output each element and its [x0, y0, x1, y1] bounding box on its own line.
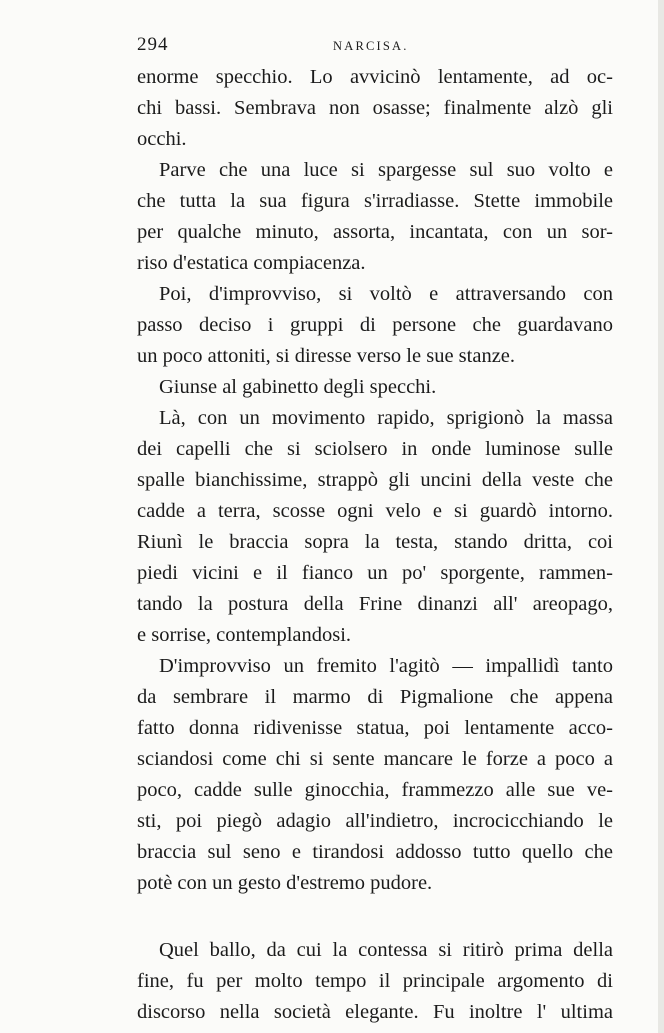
page-number: 294 [137, 34, 169, 55]
text-line: per qualche minuto, assorta, incantata, con un sor- [137, 221, 613, 243]
text-line: spalle bianchissime, strappò gli uncini della veste che [137, 469, 613, 491]
text-line: e sorrise, contemplandosi. [137, 624, 352, 646]
page-edge [658, 0, 664, 1033]
running-title: NARCISA. [333, 39, 409, 53]
text-line: fine, fu per molto tempo il principale argomento di [137, 970, 613, 992]
text-line: tando la postura della Frine dinanzi all' areopago, [137, 593, 613, 615]
text-line: piedi vicini e il fianco un po' sporgente, rammen- [137, 562, 613, 584]
text-line: Giunse al gabinetto degli specchi. [159, 376, 437, 398]
text-line: cadde a terra, scosse ogni velo e si guardò intorno. [137, 500, 613, 522]
text-line: che tutta la sua figura s'irradiasse. Stette immobile [137, 190, 613, 212]
text-line: Quel ballo, da cui la contessa si ritirò prima della [159, 939, 613, 961]
paragraph-break [137, 899, 613, 935]
text-line: chi bassi. Sembrava non osasse; finalmente alzò gli [137, 97, 613, 119]
text-line: sti, poi piegò adagio all'indietro, incrocicchiando le [137, 810, 613, 832]
text-line: dei capelli che si sciolsero in onde luminose sulle [137, 438, 613, 460]
text-line: sciandosi come chi si sente mancare le forze a poco a [137, 748, 613, 770]
text-line: D'improvviso un fremito l'agitò — impallidì tanto [159, 655, 613, 677]
text-line: enorme specchio. Lo avvicinò lentamente, ad oc- [137, 66, 613, 88]
text-line: occhi. [137, 128, 187, 150]
text-line: poco, cadde sulle ginocchia, frammezzo alle sue ve- [137, 779, 613, 801]
text-line: Riunì le braccia sopra la testa, stando dritta, coi [137, 531, 613, 553]
body-text [137, 62, 613, 1028]
text-line: braccia sul seno e tirandosi addosso tutto quello che [137, 841, 613, 863]
text-line: riso d'estatica compiacenza. [137, 252, 366, 274]
text-line: fatto donna ridivenisse statua, poi lentamente acco- [137, 717, 613, 739]
text-line: Là, con un movimento rapido, sprigionò la massa [159, 407, 613, 429]
page-header [137, 34, 613, 60]
text-line: Poi, d'improvviso, si voltò e attraversando con [159, 283, 613, 305]
text-line: da sembrare il marmo di Pigmalione che appena [137, 686, 613, 708]
text-line: un poco attoniti, si diresse verso le sue stanze. [137, 345, 516, 367]
text-line: discorso nella società elegante. Fu inoltre l' ultima [137, 1001, 613, 1023]
text-line: passo deciso i gruppi di persone che guardavano [137, 314, 613, 336]
text-line: potè con un gesto d'estremo pudore. [137, 872, 433, 894]
text-line: Parve che una luce si spargesse sul suo volto e [159, 159, 613, 181]
